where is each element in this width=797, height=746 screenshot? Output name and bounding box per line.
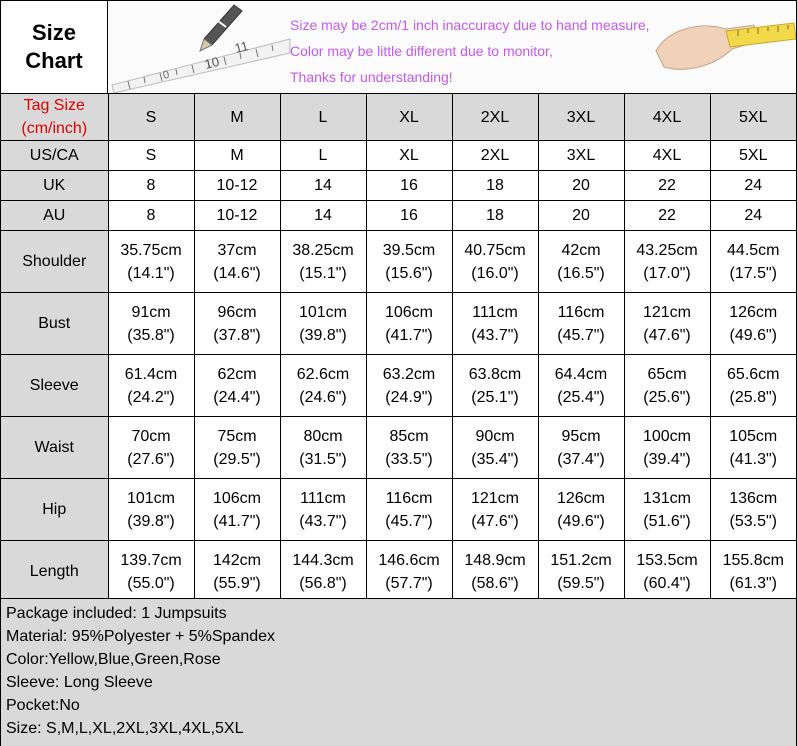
size-value-cell: 3XL: [538, 141, 624, 171]
chart-title-line2: Chart: [25, 48, 83, 73]
measurement-cm: 37cm: [217, 241, 257, 259]
measurement-cell: [280, 541, 366, 603]
measurement-cm: 63.8cm: [468, 365, 522, 383]
measurement-inch: (17.5"): [729, 264, 777, 282]
ruler-number-10: 10: [203, 53, 221, 72]
region-row: [1, 171, 796, 201]
measurement-inch: (15.1"): [299, 264, 347, 282]
size-value-cell: 22: [624, 171, 710, 201]
measurement-inch: (45.7"): [557, 326, 605, 344]
measurement-cell: [624, 541, 710, 603]
measurement-cm: 42cm: [561, 241, 601, 259]
measurement-cm: 106cm: [384, 303, 434, 321]
measurement-inch: (47.6"): [643, 326, 691, 344]
measurement-cell: [710, 417, 796, 479]
size-value-cell: 4XL: [624, 141, 710, 171]
note-color: Color may be little different due to monitor,: [290, 43, 553, 59]
measurement-inch: (56.8"): [299, 574, 347, 592]
measurement-cm: 151.2cm: [550, 551, 612, 569]
measurement-cm: 111cm: [300, 489, 346, 507]
measurement-row: [1, 231, 796, 293]
tag-size-label-line1: Tag Size: [23, 97, 85, 114]
measurement-cell: [280, 479, 366, 541]
measurement-row: [1, 541, 796, 603]
measurement-inch: (35.8"): [127, 326, 175, 344]
measurement-inch: (49.6"): [557, 512, 605, 530]
region-row: [1, 141, 796, 171]
measurement-cm: 35.75cm: [120, 241, 182, 259]
measurement-cell: [538, 231, 624, 293]
measurement-cell: [194, 355, 280, 417]
measurement-cell: [624, 231, 710, 293]
note-thanks: Thanks for understanding!: [290, 69, 453, 85]
measurement-cell: [108, 479, 194, 541]
measurement-cm: 95cm: [561, 427, 601, 445]
measurement-cm: 148.9cm: [464, 551, 526, 569]
measurement-row: [1, 293, 796, 355]
size-value-cell: 24: [710, 171, 796, 201]
size-value-cell: 22: [624, 201, 710, 231]
tag-size-label-line2: (cm/inch): [21, 120, 88, 137]
hand-tape-measure-illustration: [656, 23, 796, 69]
measurement-cm: 40.75cm: [464, 241, 526, 259]
measurement-inch: (57.7"): [385, 574, 433, 592]
size-value-cell: L: [280, 141, 366, 171]
measurement-label: Length: [1, 541, 108, 603]
info-color: Color:Yellow,Blue,Green,Rose: [6, 651, 221, 668]
measurement-inch: (17.0"): [643, 264, 691, 282]
measurement-cm: 62.6cm: [296, 365, 350, 383]
measurement-cm: 116cm: [385, 489, 433, 507]
measurement-cm: 70cm: [131, 427, 171, 445]
measurement-cell: [538, 541, 624, 603]
measurement-cm: 131cm: [642, 489, 692, 507]
measurement-inch: (55.9"): [213, 574, 261, 592]
measurement-cm: 136cm: [729, 489, 778, 507]
measurement-cm: 85cm: [389, 427, 429, 445]
measurement-cell: [452, 293, 538, 355]
measurement-inch: (16.0"): [471, 264, 519, 282]
measurement-inch: (24.2"): [127, 388, 175, 406]
measurement-inch: (25.1"): [471, 388, 519, 406]
measurement-inch: (51.6"): [643, 512, 691, 530]
measurement-cm: 91cm: [131, 303, 171, 321]
size-value-cell: 14: [280, 171, 366, 201]
measurement-cell: [710, 293, 796, 355]
size-header: 4XL: [624, 94, 710, 141]
measurement-cm: 63.2cm: [382, 365, 436, 383]
measurement-cell: [108, 417, 194, 479]
region-label: AU: [1, 201, 108, 231]
measurement-inch: (35.4"): [471, 450, 519, 468]
chart-title: [1, 1, 108, 93]
measurement-cm: 90cm: [475, 427, 515, 445]
ruler-number-0: 0: [161, 68, 171, 82]
measurement-cell: [366, 479, 452, 541]
measurement-cell: [624, 355, 710, 417]
measurement-inch: (25.6"): [643, 388, 691, 406]
measurement-cm: 155.8cm: [722, 551, 784, 569]
size-value-cell: 8: [108, 201, 194, 231]
size-header: L: [280, 94, 366, 141]
note-inaccuracy: Size may be 2cm/1 inch inaccuracy due to hand measure,: [290, 17, 650, 33]
size-value-cell: 24: [710, 201, 796, 231]
measurement-cm: 64.4cm: [554, 365, 608, 383]
measurement-cm: 65.6cm: [727, 365, 780, 383]
measurement-label: Bust: [1, 293, 108, 355]
measurement-inch: (41.3"): [729, 450, 777, 468]
measurement-inch: (25.8"): [729, 388, 777, 406]
measurement-row: [1, 479, 796, 541]
measurement-inch: (55.0"): [127, 574, 175, 592]
measurement-inch: (43.7"): [299, 512, 347, 530]
measurement-inch: (41.7"): [213, 512, 261, 530]
measurement-cell: [624, 417, 710, 479]
measurement-cm: 62cm: [217, 365, 257, 383]
measurement-inch: (25.4"): [557, 388, 605, 406]
measurement-inch: (33.5"): [385, 450, 433, 468]
measurement-cell: [538, 417, 624, 479]
measurement-cm: 116cm: [557, 303, 605, 321]
measurement-cell: [108, 541, 194, 603]
size-value-cell: S: [108, 141, 194, 171]
measurement-inch: (15.6"): [385, 264, 433, 282]
measurement-cm: 80cm: [303, 427, 343, 445]
measurement-cell: [452, 417, 538, 479]
measurement-cell: [710, 479, 796, 541]
size-value-cell: M: [194, 141, 280, 171]
tag-size-row: [1, 94, 796, 141]
info-pocket: Pocket:No: [6, 697, 80, 714]
measurement-inch: (49.6"): [729, 326, 777, 344]
size-value-cell: 2XL: [452, 141, 538, 171]
measurement-cell: [538, 355, 624, 417]
measurement-cell: [280, 293, 366, 355]
ruler-number-11: 11: [233, 38, 250, 56]
measurement-cm: 146.6cm: [378, 551, 440, 569]
measurement-cm: 126cm: [729, 303, 778, 321]
measurement-inch: (59.5"): [557, 574, 605, 592]
measurement-inch: (39.4"): [643, 450, 691, 468]
measurement-inch: (24.9"): [385, 388, 433, 406]
measurement-cm: 96cm: [217, 303, 257, 321]
measurement-cell: [194, 293, 280, 355]
measurement-inch: (47.6"): [471, 512, 519, 530]
size-value-cell: 14: [280, 201, 366, 231]
measurement-cell: [366, 355, 452, 417]
measurement-cell: [452, 231, 538, 293]
measurement-cm: 101cm: [126, 489, 176, 507]
size-value-cell: 20: [538, 201, 624, 231]
measurement-cm: 121cm: [470, 489, 520, 507]
tag-size-label: [1, 94, 108, 141]
measurement-inch: (24.4"): [213, 388, 261, 406]
size-header: 2XL: [452, 94, 538, 141]
size-header: 5XL: [710, 94, 796, 141]
measurement-inch: (41.7"): [385, 326, 433, 344]
measurement-cm: 126cm: [556, 489, 606, 507]
measurement-cell: [624, 293, 710, 355]
measurement-banner: [108, 1, 796, 93]
size-value-cell: 18: [452, 171, 538, 201]
measurement-label: Shoulder: [1, 231, 108, 293]
size-value-cell: 8: [108, 171, 194, 201]
measurement-cell: [108, 355, 194, 417]
measurement-cell: [366, 293, 452, 355]
measurement-inch: (14.6"): [213, 264, 261, 282]
chart-header: [1, 1, 796, 94]
measurement-inch: (24.6"): [299, 388, 347, 406]
measurement-cell: [194, 479, 280, 541]
measurement-inch: (53.5"): [729, 512, 777, 530]
size-value-cell: 10-12: [194, 171, 280, 201]
measurement-inch: (43.7"): [471, 326, 519, 344]
measurement-cell: [452, 479, 538, 541]
measurement-inch: (37.8"): [213, 326, 261, 344]
measurement-inch: (39.8"): [127, 512, 175, 530]
measurement-cell: [452, 541, 538, 603]
measurement-inch: (27.6"): [127, 450, 175, 468]
measurement-inch: (39.8"): [299, 326, 347, 344]
size-value-cell: 16: [366, 201, 452, 231]
size-header: S: [108, 94, 194, 141]
size-value-cell: 5XL: [710, 141, 796, 171]
measurement-inch: (60.4"): [643, 574, 691, 592]
measurement-cm: 61.4cm: [124, 365, 178, 383]
region-row: [1, 201, 796, 231]
measurement-cm: 106cm: [212, 489, 262, 507]
chart-title-line1: Size: [31, 20, 76, 45]
measurement-cell: [194, 231, 280, 293]
measurement-cell: [710, 231, 796, 293]
size-value-cell: 20: [538, 171, 624, 201]
measurement-cell: [366, 417, 452, 479]
measurement-cm: 105cm: [729, 427, 778, 445]
measurement-cell: [280, 355, 366, 417]
measurement-cell: [366, 541, 452, 603]
measurement-cm: 144.3cm: [292, 551, 354, 569]
measurement-label: Waist: [1, 417, 108, 479]
measurement-cell: [710, 541, 796, 603]
measurement-inch: (45.7"): [385, 512, 433, 530]
measurement-cm: 39.5cm: [382, 241, 436, 259]
region-label: US/CA: [1, 141, 108, 171]
size-header: 3XL: [538, 94, 624, 141]
measurement-cm: 75cm: [217, 427, 257, 445]
measurement-inch: (29.5"): [213, 450, 261, 468]
measurement-cell: [538, 479, 624, 541]
measurement-label: Sleeve: [1, 355, 108, 417]
region-label: UK: [1, 171, 108, 201]
measurement-cm: 43.25cm: [636, 241, 698, 259]
info-material: Material: 95%Polyester + 5%Spandex: [6, 628, 276, 645]
measurement-row: [1, 355, 796, 417]
measurement-cell: [538, 293, 624, 355]
measurement-cell: [280, 231, 366, 293]
measurement-cm: 111cm: [472, 303, 518, 321]
measurement-cell: [194, 541, 280, 603]
measurement-inch: (61.3"): [729, 574, 777, 592]
size-table: [1, 94, 796, 603]
size-value-cell: XL: [366, 141, 452, 171]
measurement-cm: 65cm: [647, 365, 687, 383]
info-package: Package included: 1 Jumpsuits: [6, 605, 227, 622]
measurement-label: Hip: [1, 479, 108, 541]
measurement-cm: 100cm: [642, 427, 692, 445]
measurement-cell: [452, 355, 538, 417]
measurement-cm: 38.25cm: [292, 241, 354, 259]
info-sleeve: Sleeve: Long Sleeve: [6, 674, 153, 691]
size-header: XL: [366, 94, 452, 141]
measurement-cell: [624, 479, 710, 541]
measurement-inch: (31.5"): [299, 450, 347, 468]
measurement-cm: 142cm: [212, 551, 262, 569]
measurement-cell: [366, 231, 452, 293]
size-header: M: [194, 94, 280, 141]
measurement-cell: [194, 417, 280, 479]
measurement-inch: (37.4"): [557, 450, 605, 468]
size-value-cell: 18: [452, 201, 538, 231]
measurement-row: [1, 417, 796, 479]
measurement-cell: [280, 417, 366, 479]
measurement-cm: 153.5cm: [636, 551, 698, 569]
info-size: Size: S,M,L,XL,2XL,3XL,4XL,5XL: [6, 720, 244, 737]
measurement-cm: 139.7cm: [120, 551, 182, 569]
size-value-cell: 10-12: [194, 201, 280, 231]
measurement-cell: [108, 231, 194, 293]
measurement-inch: (14.1"): [127, 264, 175, 282]
measurement-cm: 101cm: [298, 303, 348, 321]
measurement-inch: (16.5"): [557, 264, 605, 282]
measurement-cell: [108, 293, 194, 355]
measurement-inch: (58.6"): [471, 574, 519, 592]
measurement-cm: 121cm: [642, 303, 692, 321]
product-info: [1, 598, 796, 746]
size-value-cell: 16: [366, 171, 452, 201]
measurement-cm: 44.5cm: [727, 241, 780, 259]
measurement-cell: [710, 355, 796, 417]
